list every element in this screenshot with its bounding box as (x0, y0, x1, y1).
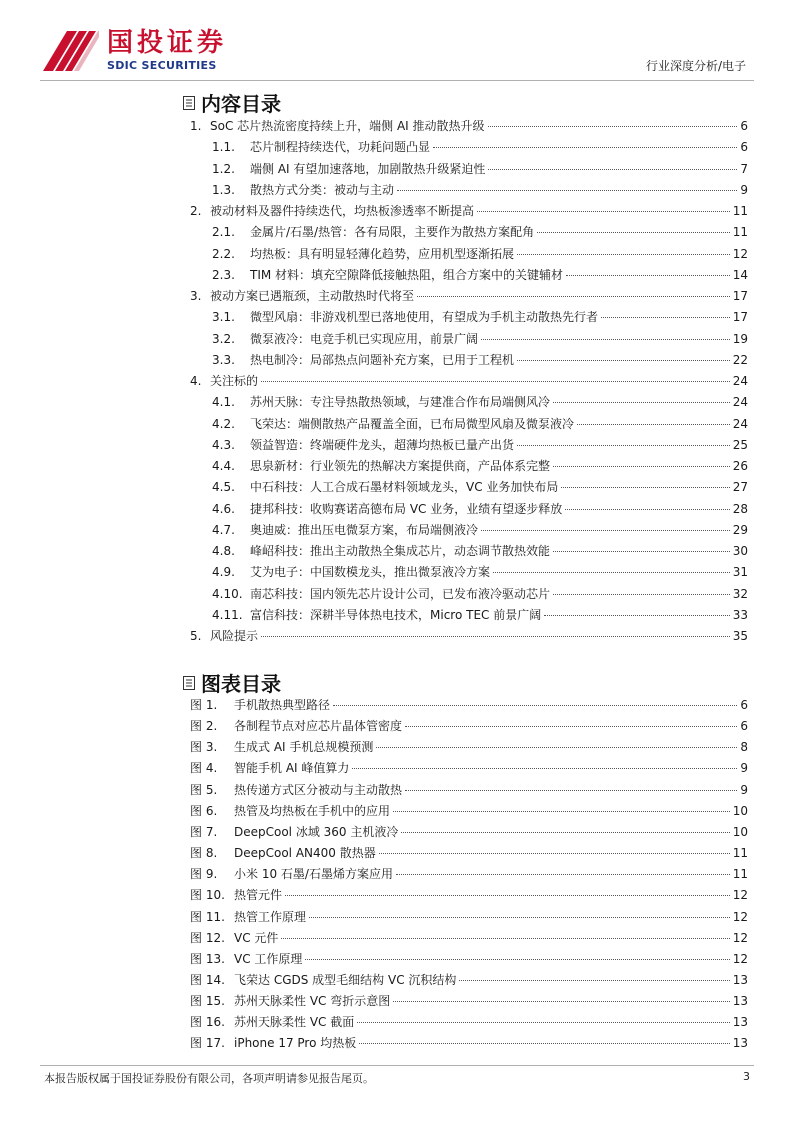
toc-entry[interactable] (0, 758, 794, 778)
toc-entry[interactable] (0, 180, 794, 200)
entry-number: 图 11. (190, 909, 225, 924)
entry-page-number: 6 (740, 140, 748, 155)
toc-entry[interactable] (0, 201, 794, 221)
entry-number: 4.10. (212, 586, 243, 601)
entry-page-number: 13 (732, 1036, 748, 1051)
entry-title: 端侧 AI 有望加速落地，加剧散热升级紧迫性 (250, 161, 486, 176)
footer-divider (40, 1065, 754, 1066)
dot-leader (553, 402, 730, 403)
entry-title: 热传递方式区分被动与主动散热 (234, 782, 403, 797)
dot-leader (379, 853, 730, 854)
dot-leader (393, 811, 730, 812)
entry-page-number: 27 (732, 480, 748, 495)
toc-entry[interactable] (0, 605, 794, 625)
entry-title: 微泵液冷：电竞手机已实现应用，前景广阔 (250, 331, 479, 346)
entry-title: DeepCool AN400 散热器 (234, 846, 376, 861)
entry-title: SoC 芯片热流密度持续上升，端侧 AI 推动散热升级 (210, 119, 485, 133)
toc-entry[interactable] (0, 737, 794, 757)
entry-page-number: 13 (732, 972, 748, 987)
toc-entry[interactable] (0, 864, 794, 884)
dot-leader (396, 874, 730, 875)
toc-entry[interactable] (0, 392, 794, 412)
entry-page-number: 11 (732, 204, 748, 218)
entry-number: 1.2. (212, 161, 235, 176)
entry-number: 4.1. (212, 395, 235, 410)
entry-number: 图 15. (190, 994, 225, 1009)
entry-number: 4.8. (212, 544, 235, 558)
entry-page-number: 17 (732, 310, 748, 325)
entry-title: 关注标的 (210, 374, 259, 388)
entry-page-number: 33 (732, 607, 748, 622)
entry-number: 图 2. (190, 719, 218, 734)
figures-title-text: 图表目录 (201, 672, 281, 696)
entry-number: 1. (190, 119, 202, 133)
toc-entry[interactable] (0, 780, 794, 800)
toc-entry[interactable] (0, 350, 794, 370)
entry-title: 微型风扇：非游戏机型已落地使用，有望成为手机主动散热先行者 (250, 310, 599, 325)
toc-entry[interactable] (0, 159, 794, 179)
logo-stripes-icon (43, 31, 99, 71)
entry-page-number: 30 (732, 544, 748, 558)
toc-entry[interactable] (0, 477, 794, 497)
toc-entry[interactable] (0, 822, 794, 842)
entry-number: 4.7. (212, 522, 235, 537)
entry-title: 智能手机 AI 峰值算力 (234, 761, 350, 776)
entry-page-number: 25 (732, 437, 748, 452)
entry-page-number: 24 (732, 374, 748, 388)
dot-leader (544, 615, 730, 616)
entry-page-number: 12 (732, 951, 748, 966)
entry-title: DeepCool 冰域 360 主机液冷 (234, 824, 399, 839)
toc-entry[interactable] (0, 456, 794, 476)
figures-title (183, 668, 281, 697)
entry-page-number: 14 (732, 267, 748, 282)
dot-leader (577, 424, 730, 425)
entry-number: 4.6. (212, 501, 235, 516)
toc-entry[interactable] (0, 970, 794, 990)
entry-title: iPhone 17 Pro 均热板 (234, 1036, 357, 1051)
dot-leader (517, 360, 730, 361)
logo-chinese-name: 国投证券 (107, 28, 228, 58)
entry-page-number: 22 (732, 352, 748, 367)
toc-entry[interactable] (0, 265, 794, 285)
toc-entry[interactable] (0, 991, 794, 1011)
entry-number: 3. (190, 289, 202, 303)
entry-title: 捷邦科技：收购赛诺高德布局 VC 业务，业绩有望逐步释放 (250, 501, 563, 516)
entry-title: 小米 10 石墨/石墨烯方案应用 (234, 867, 393, 882)
entry-title: 金属片/石墨/热管：各有局限，主要作为散热方案配角 (250, 225, 535, 240)
entry-number: 3.3. (212, 352, 235, 367)
dot-leader (359, 1043, 729, 1044)
entry-number: 图 9. (190, 867, 218, 882)
entry-title: 热电制冷：局部热点问题补充方案，已用于工程机 (250, 352, 515, 367)
page-header (0, 0, 794, 80)
toc-entry[interactable] (0, 137, 794, 157)
entry-title: 中石科技：人工合成石墨材料领域龙头，VC 业务加快布局 (250, 480, 559, 495)
entry-page-number: 9 (740, 782, 748, 797)
entry-number: 4.5. (212, 480, 235, 495)
entry-page-number: 24 (732, 416, 748, 431)
entry-number: 图 5. (190, 782, 218, 797)
toc-entry[interactable] (0, 928, 794, 948)
document-icon (183, 96, 195, 110)
entry-title: 风险提示 (210, 629, 259, 643)
entry-page-number: 9 (740, 182, 748, 197)
entry-title: 飞荣达 CGDS 成型毛细结构 VC 沉积结构 (234, 972, 457, 987)
entry-title: 被动方案已遇瓶颈，主动散热时代将至 (210, 289, 415, 303)
entry-page-number: 32 (732, 586, 748, 601)
dot-leader (401, 832, 729, 833)
toc-entry[interactable] (0, 520, 794, 540)
entry-number: 图 6. (190, 803, 218, 818)
entry-number: 图 4. (190, 761, 218, 776)
dot-leader (405, 726, 737, 727)
entry-number: 图 14. (190, 972, 225, 987)
entry-title: 被动材料及器件持续迭代，均热板渗透率不断提高 (210, 204, 475, 218)
entry-page-number: 24 (732, 395, 748, 410)
entry-page-number: 11 (732, 225, 748, 240)
entry-number: 图 10. (190, 888, 225, 903)
entry-title: TIM 材料：填充空隙降低接触热阻，组合方案中的关键辅材 (250, 267, 564, 282)
toc-entry[interactable] (0, 562, 794, 582)
entry-title: 热管元件 (234, 888, 283, 903)
entry-page-number: 10 (732, 803, 748, 818)
contents-title-text: 内容目录 (201, 92, 281, 116)
toc-entry[interactable] (0, 695, 794, 715)
entry-page-number: 7 (740, 161, 748, 176)
dot-leader (481, 530, 730, 531)
dot-leader (517, 254, 730, 255)
dot-leader (352, 768, 737, 769)
dot-leader (261, 381, 730, 382)
toc-entry[interactable] (0, 116, 794, 136)
entry-number: 图 17. (190, 1036, 225, 1051)
dot-leader (553, 466, 730, 467)
entry-number: 3.2. (212, 331, 235, 346)
dot-leader (261, 636, 730, 637)
entry-number: 图 16. (190, 1015, 225, 1030)
toc-entry[interactable] (0, 222, 794, 242)
entry-number: 4.2. (212, 416, 235, 431)
dot-leader (566, 275, 730, 276)
dot-leader (433, 147, 737, 148)
toc-entry[interactable] (0, 435, 794, 455)
entry-title: 均热板：具有明显轻薄化趋势，应用机型逐渐拓展 (250, 246, 515, 261)
toc-entry[interactable] (0, 499, 794, 519)
entry-page-number: 13 (732, 994, 748, 1009)
dot-leader (488, 169, 737, 170)
entry-title: 苏州天脉柔性 VC 截面 (234, 1015, 355, 1030)
toc-entry[interactable] (0, 949, 794, 969)
entry-page-number: 10 (732, 824, 748, 839)
entry-number: 1.1. (212, 140, 235, 155)
toc-entry[interactable] (0, 626, 794, 646)
dot-leader (376, 747, 737, 748)
entry-number: 图 8. (190, 846, 218, 861)
dot-leader (459, 980, 729, 981)
header-divider (40, 80, 754, 81)
entry-number: 4.11. (212, 607, 243, 622)
entry-page-number: 28 (732, 501, 748, 516)
entry-page-number: 31 (732, 565, 748, 580)
entry-page-number: 12 (732, 909, 748, 924)
entry-title: 峰岹科技：推出主动散热全集成芯片，动态调节散热效能 (250, 544, 551, 558)
entry-number: 4.4. (212, 459, 235, 473)
dot-leader (281, 938, 729, 939)
entry-number: 图 7. (190, 824, 218, 839)
entry-page-number: 29 (732, 522, 748, 537)
footer-disclaimer: 本报告版权属于国投证券股份有限公司，各项声明请参见报告尾页。 (44, 1072, 374, 1085)
entry-title: 热管及均热板在手机中的应用 (234, 803, 391, 818)
entry-page-number: 6 (740, 119, 748, 133)
dot-leader (305, 959, 729, 960)
page-number: 3 (743, 1070, 750, 1083)
entry-page-number: 9 (740, 761, 748, 776)
contents-title (183, 88, 281, 117)
dot-leader (477, 211, 730, 212)
entry-number: 4. (190, 374, 202, 388)
entry-number: 1.3. (212, 182, 235, 197)
toc-entry[interactable] (0, 907, 794, 927)
dot-leader (553, 551, 730, 552)
dot-leader (397, 190, 737, 191)
dot-leader (309, 917, 730, 918)
toc-entry[interactable] (0, 244, 794, 264)
entry-page-number: 17 (732, 289, 748, 303)
entry-page-number: 6 (740, 698, 748, 712)
report-category: 行业深度分析/电子 (645, 59, 746, 73)
entry-title: 苏州天脉：专注导热散热领域，与建准合作布局端侧风冷 (250, 395, 551, 410)
dot-leader (417, 296, 730, 297)
toc-entry[interactable] (0, 541, 794, 561)
dot-leader (488, 126, 738, 127)
logo-english-name: SDIC SECURITIES (107, 59, 217, 72)
toc-entry[interactable] (0, 1012, 794, 1032)
entry-number: 图 13. (190, 951, 225, 966)
entry-number: 5. (190, 629, 202, 643)
toc-entry[interactable] (0, 329, 794, 349)
dot-leader (517, 445, 730, 446)
entry-title: 飞荣达：端侧散热产品覆盖全面，已布局微型风扇及微泵液冷 (250, 416, 575, 431)
toc-entry[interactable] (0, 843, 794, 863)
dot-leader (285, 895, 730, 896)
entry-title: 奥迪威：推出压电微泵方案，布局端侧液冷 (250, 522, 479, 537)
entry-title: 南芯科技：国内领先芯片设计公司，已发布液冷驱动芯片 (250, 586, 551, 601)
entry-page-number: 11 (732, 846, 748, 861)
entry-title: 思泉新材：行业领先的热解决方案提供商，产品体系完整 (250, 459, 551, 473)
dot-leader (333, 705, 737, 706)
sdic-logo (43, 30, 227, 71)
entry-number: 图 1. (190, 698, 218, 712)
toc-entry[interactable] (0, 1033, 794, 1053)
entry-title: 各制程节点对应芯片晶体管密度 (234, 719, 403, 734)
entry-page-number: 11 (732, 867, 748, 882)
dot-leader (357, 1022, 730, 1023)
toc-entry[interactable] (0, 286, 794, 306)
entry-title: 散热方式分类：被动与主动 (250, 182, 395, 197)
entry-page-number: 12 (732, 888, 748, 903)
dot-leader (481, 339, 730, 340)
entry-number: 2.1. (212, 225, 235, 240)
toc-entry[interactable] (0, 414, 794, 434)
entry-page-number: 35 (732, 629, 748, 643)
toc-entry[interactable] (0, 801, 794, 821)
entry-page-number: 6 (740, 719, 748, 734)
entry-title: VC 工作原理 (234, 951, 303, 966)
toc-entry[interactable] (0, 885, 794, 905)
entry-page-number: 13 (732, 1015, 748, 1030)
dot-leader (565, 509, 729, 510)
dot-leader (393, 1001, 730, 1002)
toc-entry[interactable] (0, 307, 794, 327)
entry-title: 手机散热典型路径 (234, 698, 331, 712)
entry-number: 3.1. (212, 310, 235, 325)
entry-title: 艾为电子：中国数模龙头，推出微泵液冷方案 (250, 565, 491, 580)
dot-leader (561, 487, 729, 488)
entry-number: 2.3. (212, 267, 235, 282)
entry-number: 4.3. (212, 437, 235, 452)
entry-page-number: 12 (732, 930, 748, 945)
entry-number: 4.9. (212, 565, 235, 580)
entry-number: 2.2. (212, 246, 235, 261)
toc-entry[interactable] (0, 371, 794, 391)
entry-title: 热管工作原理 (234, 909, 307, 924)
entry-title: 苏州天脉柔性 VC 弯折示意图 (234, 994, 391, 1009)
entry-page-number: 19 (732, 331, 748, 346)
document-icon (183, 676, 195, 690)
entry-number: 图 3. (190, 740, 218, 755)
entry-page-number: 8 (740, 740, 748, 755)
entry-number: 2. (190, 204, 202, 218)
entry-title: 富信科技：深耕半导体热电技术，Micro TEC 前景广阔 (250, 607, 542, 622)
dot-leader (553, 594, 730, 595)
entry-title: VC 元件 (234, 930, 279, 945)
entry-title: 领益智造：终端硬件龙头，超薄均热板已量产出货 (250, 437, 515, 452)
entry-page-number: 12 (732, 246, 748, 261)
entry-title: 芯片制程持续迭代，功耗问题凸显 (250, 140, 431, 155)
entry-number: 图 12. (190, 930, 225, 945)
dot-leader (537, 232, 730, 233)
dot-leader (405, 790, 737, 791)
toc-entry[interactable] (0, 716, 794, 736)
dot-leader (493, 572, 730, 573)
dot-leader (601, 317, 730, 318)
toc-entry[interactable] (0, 584, 794, 604)
entry-page-number: 26 (732, 459, 748, 473)
entry-title: 生成式 AI 手机总规模预测 (234, 740, 374, 755)
